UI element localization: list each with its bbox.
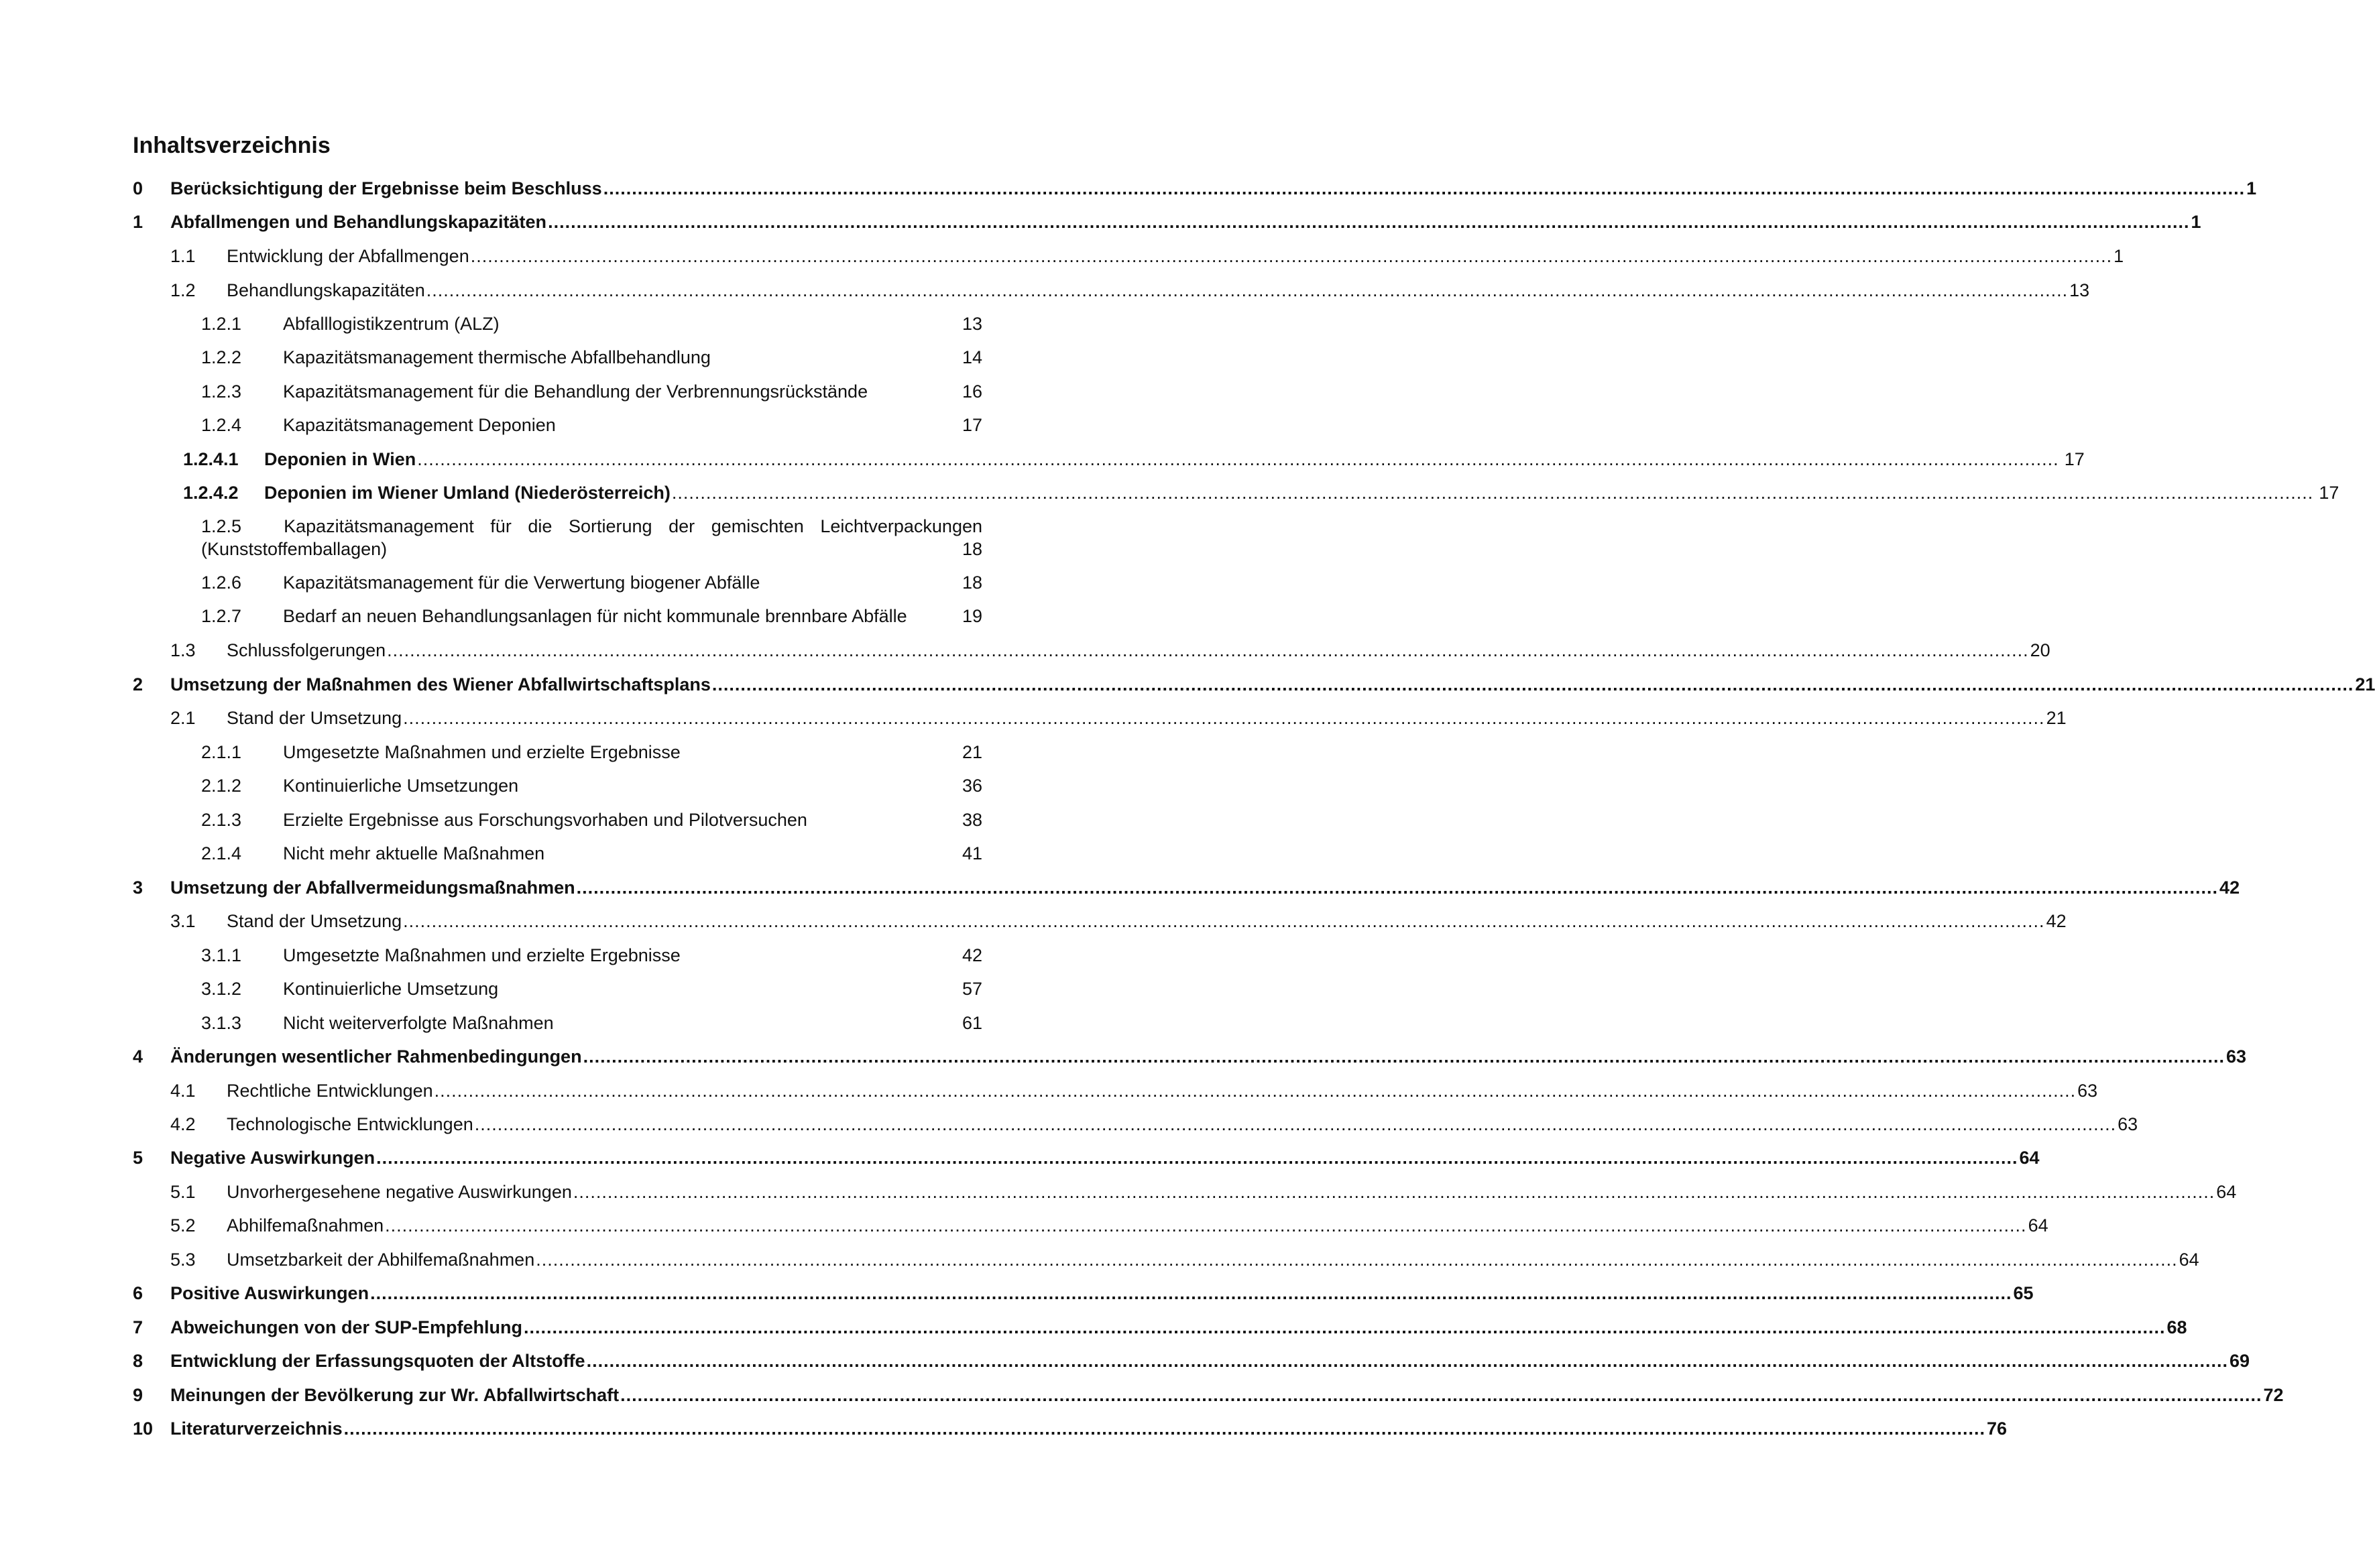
toc-entry-3[interactable] — [133, 875, 2240, 900]
toc-number: 2.1.1 — [201, 742, 242, 762]
toc-number: 10 — [133, 1419, 154, 1439]
dot-leader: ................................................................................................................................................................................................................................................................................................ — [671, 483, 2314, 503]
toc-page: 42 — [2046, 911, 2067, 931]
toc-title: Entwicklung der Erfassungsquoten der Altstoffe — [170, 1351, 585, 1371]
toc-title: Deponien im Wiener Umland (Niederösterreich) — [264, 483, 671, 503]
toc-page: 1 — [2113, 246, 2124, 266]
toc-title: Positive Auswirkungen — [170, 1283, 369, 1303]
toc-page: 36 — [962, 776, 982, 796]
toc-number: 3.1 — [170, 911, 196, 931]
toc-page: 65 — [2013, 1283, 2034, 1303]
toc-page: 42 — [962, 945, 982, 965]
toc-title: Unvorhergesehene negative Auswirkungen — [227, 1182, 572, 1202]
toc-entry-9[interactable] — [133, 1382, 2284, 1408]
toc-page: 13 — [962, 314, 982, 334]
dot-leader: ................................................................................................................................................................................................................................................................................................ — [573, 1182, 2215, 1202]
toc-title: Abhilfemaßnahmen — [227, 1215, 384, 1235]
toc-entry-1-2-3[interactable] — [201, 379, 982, 404]
toc-entry-1-2-2[interactable] — [201, 345, 982, 370]
toc-entry-1-2-6[interactable] — [201, 570, 982, 595]
toc-title: Umgesetzte Maßnahmen und erzielte Ergebnisse — [283, 945, 681, 965]
toc-title: Nicht mehr aktuelle Maßnahmen — [283, 843, 545, 863]
dot-leader: ................................................................................................................................................................................................................................................................................................ — [343, 1419, 1986, 1439]
toc-title: Erzielte Ergebnisse aus Forschungsvorhaben und Pilotversuchen — [283, 810, 807, 830]
toc-number: 8 — [133, 1351, 143, 1371]
toc-entry-4[interactable] — [133, 1044, 2247, 1069]
toc-entry-1-2-7[interactable] — [201, 603, 982, 629]
toc-entry-2-1-2[interactable] — [201, 773, 982, 798]
toc-title: Entwicklung der Abfallmengen — [227, 246, 469, 266]
toc-page: 38 — [962, 810, 982, 830]
toc-entry-3-1-1[interactable] — [201, 943, 982, 968]
dot-leader: ................................................................................................................................................................................................................................................................................................ — [620, 1385, 2262, 1405]
toc-entry-6[interactable] — [133, 1280, 2034, 1306]
toc-number: 1.2 — [170, 280, 196, 300]
toc-number: 5.3 — [170, 1250, 196, 1270]
toc-page: 64 — [2216, 1182, 2237, 1202]
toc-page: 68 — [2166, 1317, 2187, 1337]
toc-page: 63 — [2226, 1046, 2247, 1067]
toc-title: Meinungen der Bevölkerung zur Wr. Abfallwirtschaft — [170, 1385, 620, 1405]
dot-leader: ................................................................................................................................................................................................................................................................................................ — [603, 178, 2246, 198]
toc-number: 0 — [133, 178, 143, 198]
toc-page: 18 — [962, 539, 982, 559]
dot-leader: ................................................................................................................................................................................................................................................................................................ — [417, 449, 2059, 469]
toc-number: 1.2.3 — [201, 381, 242, 402]
toc-entry-1-1[interactable] — [170, 243, 2124, 269]
toc-title: Kapazitätsmanagement für die Verwertung biogener Abfälle — [283, 572, 760, 593]
toc-entry-1-2[interactable] — [170, 278, 2090, 303]
toc-page: 42 — [2219, 878, 2240, 898]
toc-number: 4 — [133, 1046, 143, 1067]
dot-leader: ................................................................................................................................................................................................................................................................................................ — [548, 212, 2190, 232]
toc-page: 20 — [2030, 640, 2050, 660]
toc-number: 1.2.6 — [201, 572, 242, 593]
dot-leader: ................................................................................................................................................................................................................................................................................................ — [586, 1351, 2228, 1371]
toc-page: 14 — [962, 347, 982, 367]
toc-title: Umsetzung der Abfallvermeidungsmaßnahmen — [170, 878, 575, 898]
toc-title: Schlussfolgerungen — [227, 640, 386, 660]
toc-page: 64 — [2019, 1148, 2040, 1168]
toc-number: 5.1 — [170, 1182, 196, 1202]
dot-leader: ................................................................................................................................................................................................................................................................................................ — [583, 1046, 2225, 1067]
toc-page: 17 — [962, 415, 982, 435]
toc-page: 63 — [2118, 1114, 2138, 1134]
dot-leader: ................................................................................................................................................................................................................................................................................................ — [576, 878, 2219, 898]
toc-page: 64 — [2179, 1250, 2199, 1270]
toc-number: 1.1 — [170, 246, 196, 266]
toc-number: 2 — [133, 674, 143, 695]
toc-title: Stand der Umsetzung — [227, 708, 402, 728]
dot-leader: ................................................................................................................................................................................................................................................................................................ — [536, 1250, 2178, 1270]
toc-title: Technologische Entwicklungen — [227, 1114, 473, 1134]
toc-page: 19 — [962, 606, 982, 626]
toc-entry-2-1-4[interactable] — [201, 841, 982, 866]
toc-title: Umsetzung der Maßnahmen des Wiener Abfallwirtschaftsplans — [170, 674, 711, 695]
toc-number: 3.1.1 — [201, 945, 242, 965]
toc-title: Abweichungen von der SUP-Empfehlung — [170, 1317, 523, 1337]
toc-entry-1-2-4-1[interactable] — [183, 446, 2085, 472]
toc-number: 3.1.3 — [201, 1013, 242, 1033]
dot-leader: ................................................................................................................................................................................................................................................................................................ — [474, 1114, 2117, 1134]
dot-leader: ................................................................................................................................................................................................................................................................................................ — [403, 708, 2045, 728]
toc-page: 69 — [2229, 1351, 2250, 1371]
toc-page: 21 — [2355, 674, 2375, 695]
toc-number: 4.2 — [170, 1114, 196, 1134]
toc-entry-2[interactable] — [133, 672, 2375, 697]
toc-number: 7 — [133, 1317, 143, 1337]
toc-title: Abfalllogistikzentrum (ALZ) — [283, 314, 500, 334]
toc-page: 17 — [2064, 449, 2085, 469]
toc-entry-7[interactable] — [133, 1315, 2187, 1340]
toc-page: 72 — [2263, 1385, 2284, 1405]
toc-entry-4-1[interactable] — [170, 1078, 2098, 1103]
toc-title: Berücksichtigung der Ergebnisse beim Beschluss — [170, 178, 602, 198]
dot-leader: ................................................................................................................................................................................................................................................................................................ — [376, 1148, 2018, 1168]
toc-number: 1.2.2 — [201, 347, 242, 367]
toc-entry-3-1-3[interactable] — [201, 1010, 982, 1036]
toc-title: Umsetzbarkeit der Abhilfemaßnahmen — [227, 1250, 535, 1270]
toc-entry-2-1-1[interactable] — [201, 739, 982, 765]
toc-number: 3 — [133, 878, 143, 898]
toc-number: 2.1.2 — [201, 776, 242, 796]
toc-entry-2-1-3[interactable] — [201, 807, 982, 833]
dot-leader: ................................................................................................................................................................................................................................................................................................ — [387, 640, 2029, 660]
toc-title-line1: Kapazitätsmanagement für die Sortierung der gemischten Leichtverpackungen — [284, 516, 982, 536]
toc-number: 3.1.2 — [201, 979, 242, 999]
toc-title: Kapazitätsmanagement für die Behandlung der Verbrennungsrückstände — [283, 381, 868, 402]
toc-title: Nicht weiterverfolgte Maßnahmen — [283, 1013, 554, 1033]
toc-number: 1 — [133, 212, 143, 232]
toc-number: 1.2.4.1 — [183, 449, 239, 469]
toc-number: 2.1 — [170, 708, 196, 728]
toc-title-line2: (Kunststoffemballagen) — [201, 539, 388, 559]
toc-number: 1.2.1 — [201, 314, 242, 334]
toc-title: Rechtliche Entwicklungen — [227, 1081, 433, 1101]
toc-number: 1.2.5 — [201, 516, 242, 536]
toc-number: 9 — [133, 1385, 143, 1405]
toc-number: 1.3 — [170, 640, 196, 660]
toc-number: 1.2.7 — [201, 606, 242, 626]
toc-number: 1.2.4 — [201, 415, 242, 435]
toc-title: Umgesetzte Maßnahmen und erzielte Ergebnisse — [283, 742, 681, 762]
toc-title: Kontinuierliche Umsetzung — [283, 979, 499, 999]
toc-number: 5 — [133, 1148, 143, 1168]
toc-entry-1-2-4[interactable] — [201, 412, 982, 438]
dot-leader: ................................................................................................................................................................................................................................................................................................ — [403, 911, 2045, 931]
toc-entry-4-2[interactable] — [170, 1111, 2138, 1137]
toc-page: 21 — [2046, 708, 2067, 728]
toc-page: 41 — [962, 843, 982, 863]
dot-leader: ................................................................................................................................................................................................................................................................................................ — [434, 1081, 2077, 1101]
toc-page: 63 — [2077, 1081, 2098, 1101]
toc-page: 61 — [962, 1013, 982, 1033]
toc-number: 2.1.3 — [201, 810, 242, 830]
dot-leader: ................................................................................................................................................................................................................................................................................................ — [370, 1283, 2012, 1303]
toc-title: Stand der Umsetzung — [227, 911, 402, 931]
toc-page: 64 — [2028, 1215, 2048, 1235]
toc-heading: Inhaltsverzeichnis — [133, 133, 331, 158]
toc-page: 13 — [2069, 280, 2090, 300]
dot-leader: ................................................................................................................................................................................................................................................................................................ — [426, 280, 2069, 300]
toc-page: 76 — [1987, 1419, 2008, 1439]
dot-leader: ................................................................................................................................................................................................................................................................................................ — [470, 246, 2113, 266]
toc-entry-5[interactable] — [133, 1145, 2040, 1170]
toc-entry-1-3[interactable] — [170, 638, 2050, 663]
toc-entry-1-2-4-2[interactable] — [183, 480, 2339, 505]
toc-page: 21 — [962, 742, 982, 762]
toc-entry-1[interactable] — [133, 209, 2201, 235]
toc-entry-1-2-5[interactable] — [201, 515, 982, 560]
toc-title: Literaturverzeichnis — [170, 1419, 343, 1439]
toc-title: Abfallmengen und Behandlungskapazitäten — [170, 212, 547, 232]
toc-entry-5-1[interactable] — [170, 1179, 2237, 1205]
dot-leader: ................................................................................................................................................................................................................................................................................................ — [711, 674, 2354, 695]
toc-page: 1 — [2191, 212, 2201, 232]
toc-title: Bedarf an neuen Behandlungsanlagen für nicht kommunale brennbare Abfälle — [283, 606, 907, 626]
toc-title: Kapazitätsmanagement thermische Abfallbehandlung — [283, 347, 711, 367]
toc-page: 1 — [2246, 178, 2257, 198]
toc-entry-3-1-2[interactable] — [201, 976, 982, 1002]
toc-number: 5.2 — [170, 1215, 196, 1235]
toc-title: Deponien in Wien — [264, 449, 416, 469]
toc-entry-5-3[interactable] — [170, 1247, 2199, 1272]
toc-entry-1-2-1[interactable] — [201, 311, 982, 337]
dot-leader: ................................................................................................................................................................................................................................................................................................ — [385, 1215, 2027, 1235]
toc-entry-0[interactable] — [133, 176, 2257, 201]
toc-entry-2-1[interactable] — [170, 705, 2067, 731]
toc-number: 1.2.4.2 — [183, 483, 239, 503]
toc-title: Kontinuierliche Umsetzungen — [283, 776, 519, 796]
toc-number: 6 — [133, 1283, 143, 1303]
toc-title: Änderungen wesentlicher Rahmenbedingungen — [170, 1046, 582, 1067]
toc-title: Kapazitätsmanagement Deponien — [283, 415, 556, 435]
toc-title: Negative Auswirkungen — [170, 1148, 375, 1168]
toc-entry-8[interactable] — [133, 1348, 2250, 1374]
toc-number: 4.1 — [170, 1081, 196, 1101]
toc-entry-3-1[interactable] — [170, 908, 2067, 934]
toc-title: Behandlungskapazitäten — [227, 280, 425, 300]
toc-number: 2.1.4 — [201, 843, 242, 863]
toc-page: 57 — [962, 979, 982, 999]
toc-page: 18 — [962, 572, 982, 593]
toc-page: 17 — [2319, 483, 2339, 503]
toc-entry-5-2[interactable] — [170, 1213, 2048, 1238]
dot-leader: ................................................................................................................................................................................................................................................................................................ — [524, 1317, 2166, 1337]
toc-entry-10[interactable] — [133, 1416, 2008, 1441]
toc-page: 16 — [962, 381, 982, 402]
